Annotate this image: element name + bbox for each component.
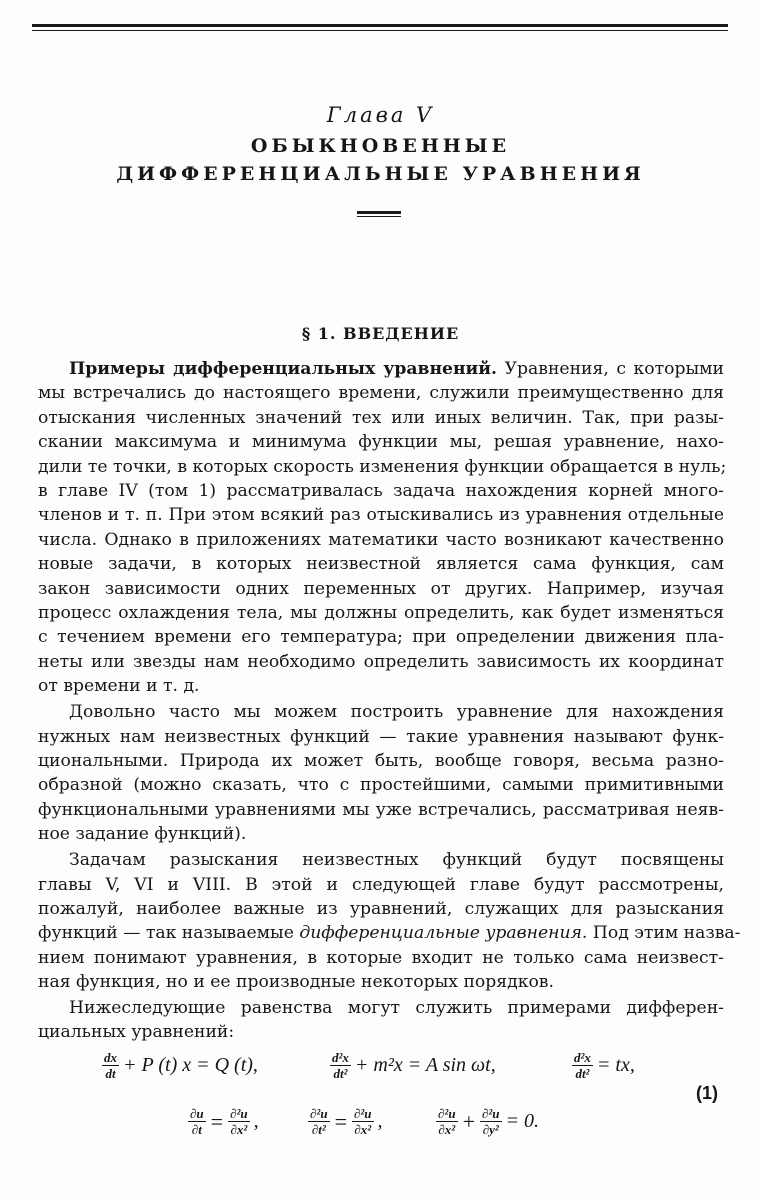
text-span: Уравнения, с которыми: [504, 359, 724, 379]
text-line: дили те точки, в которых скорость изменения функции обращается в нуль;: [38, 456, 727, 477]
text-line: мы встречались до настоящего времени, служили преимущественно для: [38, 383, 724, 404]
equals-sign: =: [210, 1108, 224, 1134]
equation: [306, 1106, 385, 1137]
chapter-label: Глава V: [326, 103, 435, 127]
text-line: ное задание функций).: [38, 824, 247, 845]
equation-text: ,: [377, 1110, 383, 1132]
paragraph: [38, 700, 724, 846]
equation-block: [38, 1050, 724, 1162]
title-divider: [357, 211, 401, 214]
fraction: [188, 1106, 206, 1137]
denominator: ∂y²: [482, 1122, 499, 1137]
equation-text: = tx,: [596, 1054, 635, 1076]
denominator: ∂x²: [230, 1122, 248, 1137]
text-line: [38, 921, 741, 945]
body-text: [38, 357, 741, 1045]
denominator: dt²: [575, 1066, 590, 1081]
chapter-title: [0, 132, 761, 188]
equation-row: [38, 1050, 724, 1106]
fraction: [102, 1050, 119, 1081]
text-line: циальных уравнений:: [38, 1022, 235, 1043]
plus-sign: +: [462, 1108, 475, 1134]
fraction: [330, 1050, 351, 1081]
numerator: ∂²u: [481, 1106, 500, 1121]
fraction: [352, 1106, 374, 1137]
text-span: Под этим назва-: [592, 923, 741, 944]
chapter-title-line: ОБЫКНОВЕННЫЕ: [250, 135, 511, 157]
equation: [434, 1106, 541, 1137]
section-heading: § 1. ВВЕДЕНИЕ: [301, 324, 460, 343]
equation: [328, 1050, 498, 1081]
paragraph: [38, 848, 741, 994]
equation-text: = 0.: [505, 1110, 540, 1132]
paragraph-run-in-heading: Примеры дифференциальных уравнений.: [69, 359, 498, 379]
top-rule-thin: [32, 30, 728, 31]
numerator: ∂²u: [438, 1106, 456, 1121]
text-line: Задачам разыскания неизвестных функций будут посвящены: [69, 850, 724, 871]
equation-text: + P (t) x = Q (t),: [123, 1054, 258, 1076]
text-line: с течением времени его температура; при определении движения пла-: [38, 627, 724, 648]
fraction: [480, 1106, 502, 1137]
equation: [570, 1050, 637, 1081]
numerator: ∂²u: [353, 1106, 372, 1121]
numerator: d²x: [332, 1050, 349, 1065]
text-line: скании максимума и минимума функции мы, решая уравнение, нахо-: [38, 432, 724, 453]
numerator: d²x: [574, 1050, 591, 1065]
denominator: dt: [105, 1066, 116, 1081]
text-line: нием понимают уравнения, в которые входит не только сама неизвест-: [38, 947, 724, 968]
denominator: ∂x²: [438, 1122, 456, 1137]
text-line: нужных нам неизвестных функций — такие уравнения называют функ-: [38, 726, 724, 747]
equation: [100, 1050, 260, 1081]
text-line: неты или звезды нам необходимо определить зависимость их координат: [38, 651, 724, 672]
text-line: функциональными уравнениями мы уже встречались, рассматривая неяв-: [38, 799, 724, 820]
text-line: процесс охлаждения тела, мы должны определить, как будет изменяться: [38, 603, 724, 624]
text-line: Нижеследующие равенства могут служить примерами дифферен-: [69, 998, 724, 1019]
equation-number: (1): [696, 1083, 718, 1103]
text-line: образной (можно сказать, что с простейшими, самыми примитивными: [38, 775, 724, 796]
text-line: пожалуй, наиболее важные из уравнений, служащих для разыскания: [38, 898, 724, 919]
fraction: [572, 1050, 593, 1081]
numerator: dx: [104, 1050, 117, 1065]
text-line: от времени и т. д.: [38, 676, 200, 697]
denominator: ∂x²: [354, 1122, 372, 1137]
title-divider-thin: [357, 216, 401, 217]
fraction: [228, 1106, 250, 1137]
text-line: [38, 357, 724, 381]
text-line: в главе IV (том 1) рассматривалась задача нахождения корней много-: [38, 481, 724, 502]
emphasized-term: дифференциальные уравнения.: [299, 923, 588, 944]
denominator: ∂t: [191, 1122, 202, 1137]
top-rule: [32, 24, 728, 27]
paragraph: [38, 357, 727, 699]
text-line: Довольно часто мы можем построить уравнение для нахождения: [69, 702, 724, 723]
text-line: отыскания численных значений тех или иных величин. Так, при разы-: [38, 407, 724, 428]
fraction: [308, 1106, 330, 1137]
denominator: dt²: [333, 1066, 348, 1081]
text-span: функций — так называемые: [38, 923, 294, 944]
numerator: ∂²u: [230, 1106, 248, 1121]
equation-text: + m²x = A sin ωt,: [354, 1054, 496, 1076]
text-line: закон зависимости одних переменных от других. Например, изучая: [38, 578, 724, 599]
text-line: ная функция, но и ее производные некоторых порядков.: [38, 972, 554, 993]
text-line: циональными. Природа их может быть, вообще говоря, весьма разно-: [38, 751, 724, 771]
chapter-title-line: ДИФФЕРЕНЦИАЛЬНЫЕ УРАВНЕНИЯ: [116, 163, 645, 185]
text-line: новые задачи, в которых неизвестной является сама функция, сам: [38, 554, 724, 575]
equals-sign: =: [334, 1108, 347, 1134]
numerator: ∂u: [190, 1106, 204, 1121]
equation-text: ,: [253, 1110, 259, 1132]
paragraph: [38, 996, 724, 1045]
numerator: ∂²u: [310, 1106, 328, 1121]
text-line: главы V, VI и VIII. В этой и следующей главе будут рассмотрены,: [38, 874, 724, 895]
text-line: числа. Однако в приложениях математики часто возникают качественно: [38, 529, 724, 550]
equation: [186, 1106, 261, 1137]
text-line: членов и т. п. При этом всякий раз отыскивались из уравнения отдельные: [38, 505, 724, 526]
fraction: [436, 1106, 458, 1137]
equation-row: [38, 1106, 724, 1162]
denominator: ∂t²: [311, 1122, 326, 1137]
